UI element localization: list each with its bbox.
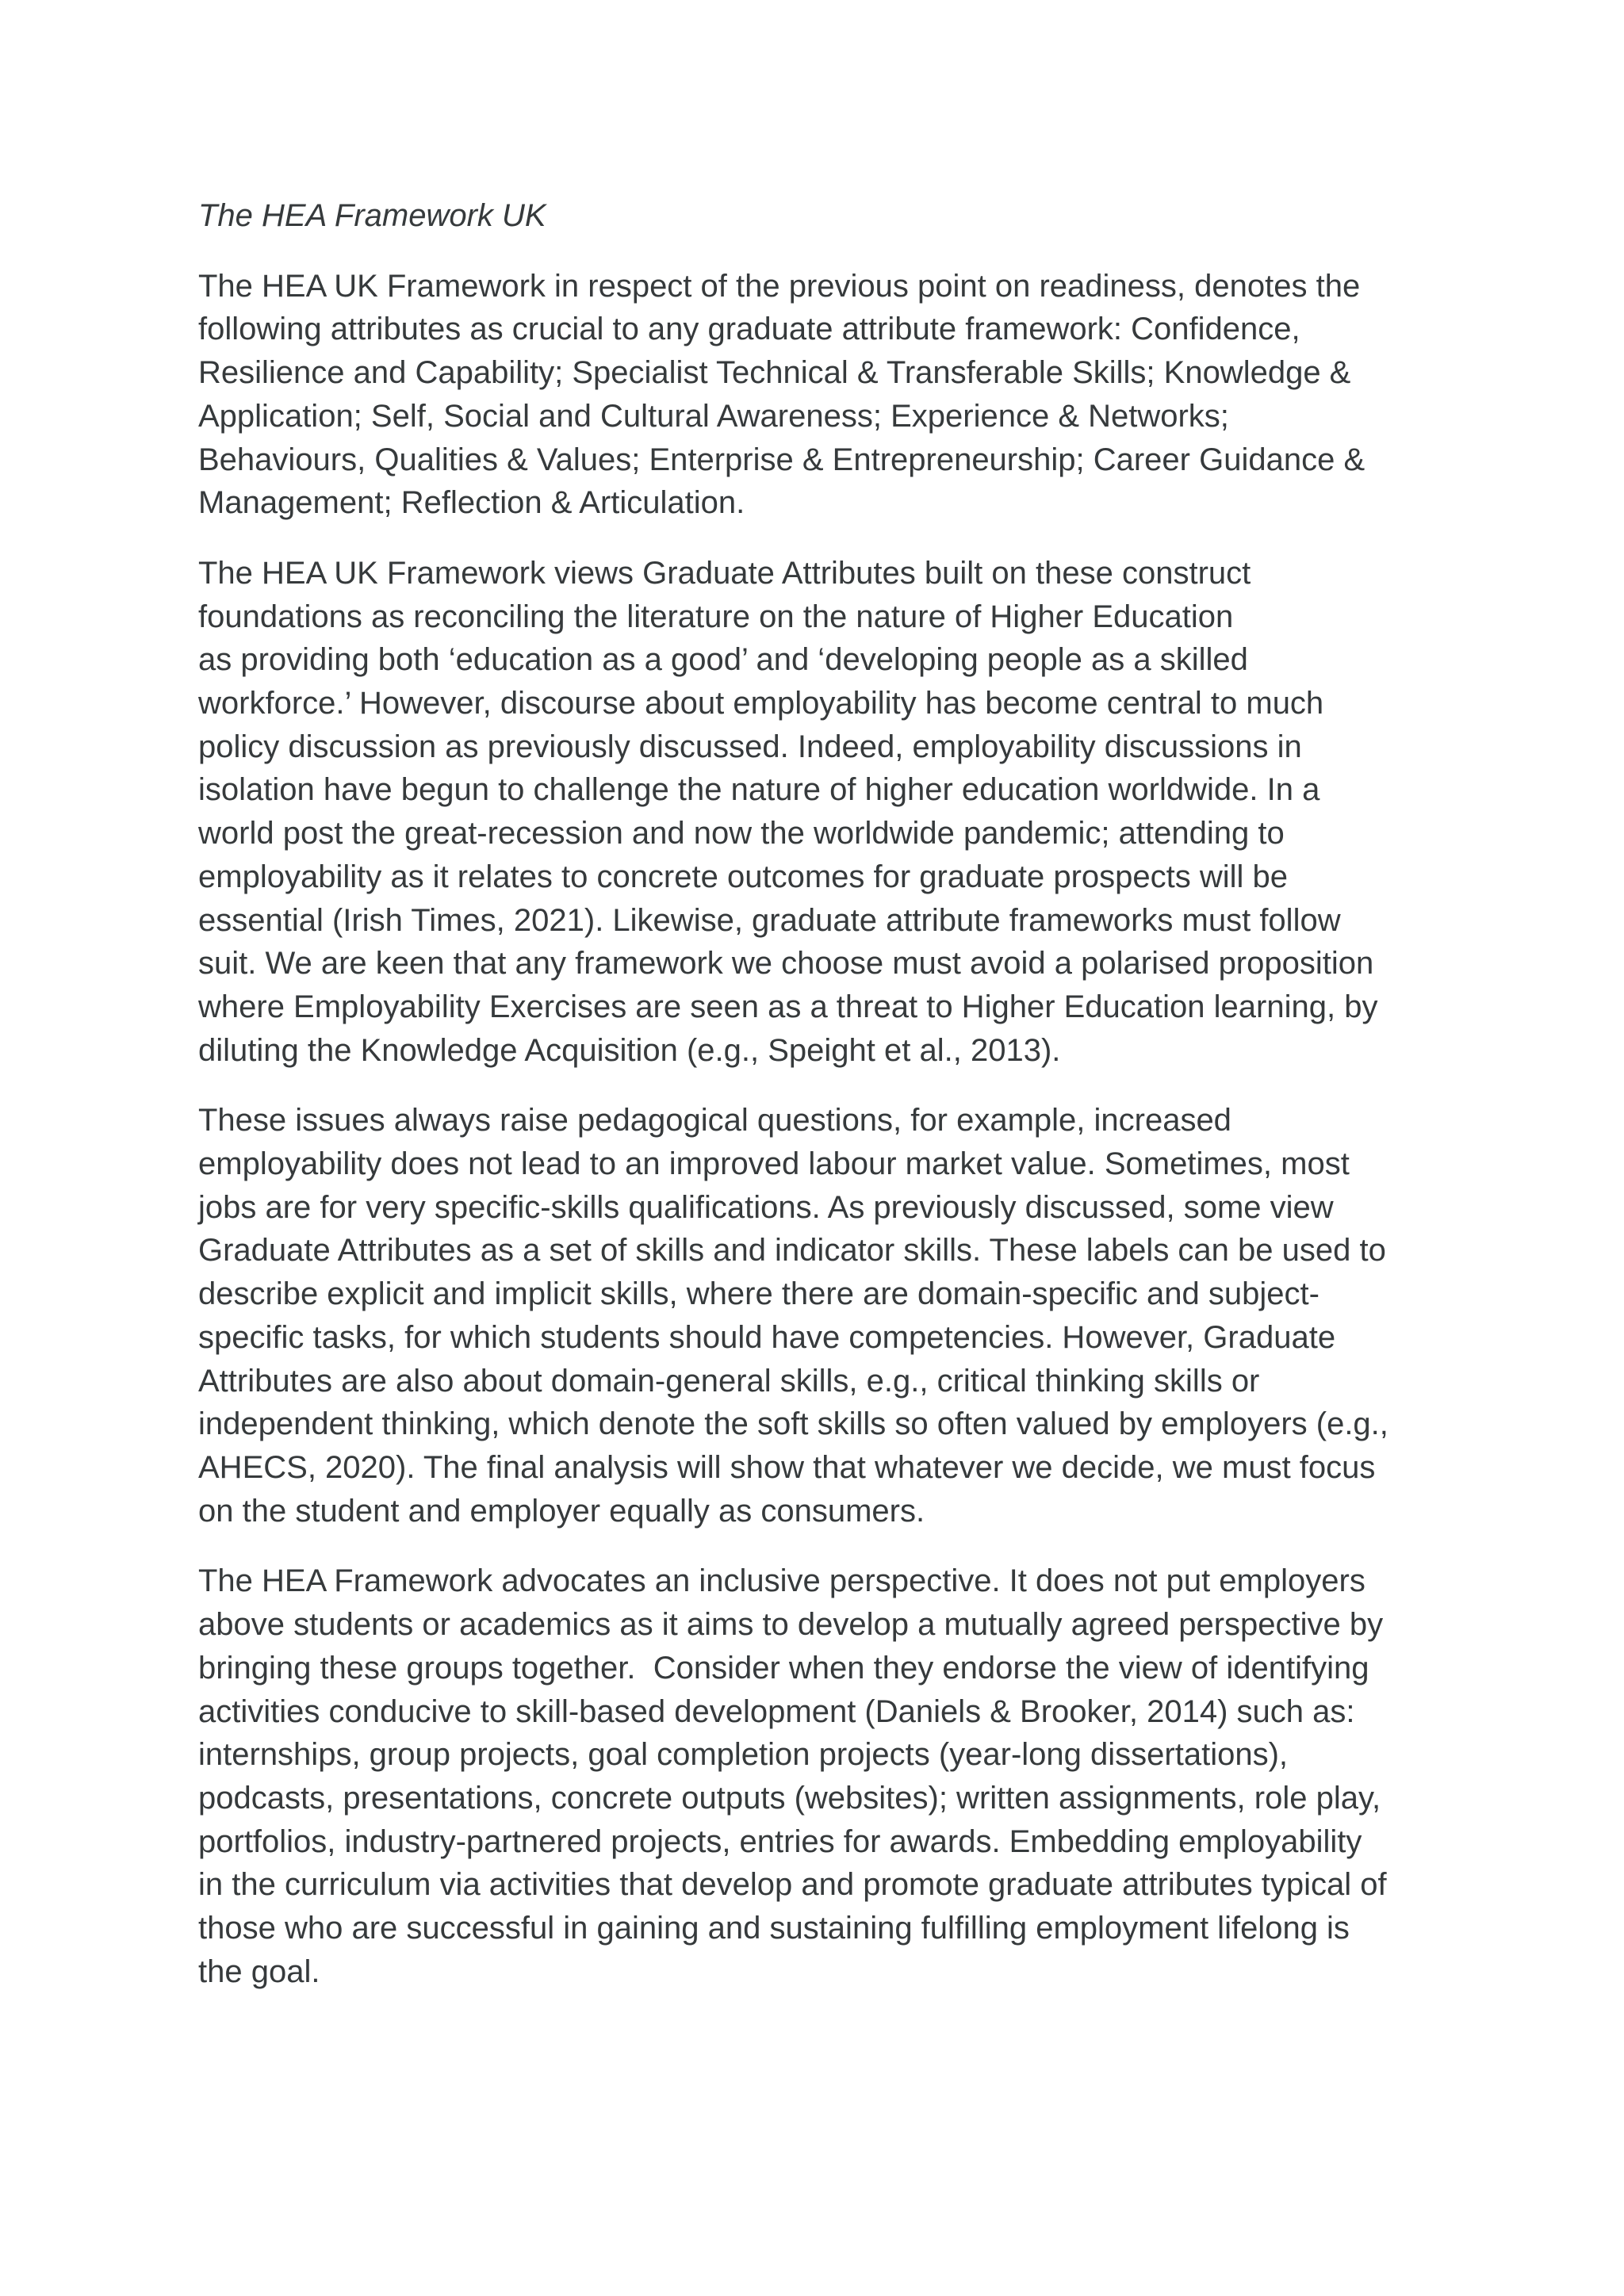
paragraph-line: where Employability Exercises are seen as a threat to Higher Education learning, by [198,989,1378,1024]
paragraph-line: isolation have begun to challenge the nature of higher education worldwide. In a [198,772,1320,808]
section-heading: The HEA Framework UK [198,198,546,233]
paragraph-line: describe explicit and implicit skills, where there are domain-specific and subject- [198,1276,1320,1312]
paragraph-line: workforce.’ However, discourse about employability has become central to much [198,686,1324,721]
paragraph-line: The HEA UK Framework views Graduate Attributes built on these construct [198,555,1251,591]
paragraph-line: world post the great-recession and now the worldwide pandemic; attending to [198,816,1285,851]
paragraph-2 [198,552,1562,1072]
paragraph-line: Resilience and Capability; Specialist Technical & Transferable Skills; Knowledge & [198,355,1351,391]
paragraph-1 [198,265,1562,525]
paragraph-line: as providing both ‘education as a good’ and ‘developing people as a skilled [198,642,1248,678]
paragraph-line: Graduate Attributes as a set of skills and indicator skills. These labels can be used to [198,1233,1386,1269]
paragraph-line: bringing these groups together. Consider when they endorse the view of identifying [198,1650,1369,1686]
paragraph-line: The HEA UK Framework in respect of the previous point on readiness, denotes the [198,268,1361,304]
paragraph-3 [198,1099,1562,1533]
paragraph-line: The HEA Framework advocates an inclusive perspective. It does not put employers [198,1563,1365,1599]
paragraph-line: Attributes are also about domain-general skills, e.g., critical thinking skills or [198,1363,1260,1399]
paragraph-line: policy discussion as previously discussed. Indeed, employability discussions in [198,729,1302,764]
paragraph-line: foundations as reconciling the literature on the nature of Higher Education [198,599,1234,634]
paragraph-line: Application; Self, Social and Cultural Awareness; Experience & Networks; [198,398,1229,434]
paragraph-line: suit. We are keen that any framework we choose must avoid a polarised proposition [198,946,1374,982]
paragraph-line: Behaviours, Qualities & Values; Enterprise & Entrepreneurship; Career Guidance & [198,442,1365,477]
body-text [198,265,1562,1994]
paragraph-line: following attributes as crucial to any graduate attribute framework: Confidence, [198,312,1300,347]
paragraph-line: the goal. [198,1954,320,1989]
paragraph-line: Management; Reflection & Articulation. [198,485,745,521]
paragraph-line: portfolios, industry-partnered projects, entries for awards. Embedding employability [198,1823,1362,1859]
paragraph-line: employability does not lead to an improved labour market value. Sometimes, most [198,1146,1350,1182]
paragraph-line: above students or academics as it aims to develop a mutually agreed perspective by [198,1607,1384,1643]
paragraph-line: AHECS, 2020). The final analysis will show that whatever we decide, we must focus [198,1449,1376,1485]
paragraph-line: on the student and employer equally as consumers. [198,1493,925,1529]
paragraph-line: essential (Irish Times, 2021). Likewise, graduate attribute frameworks must follow [198,902,1341,938]
paragraph-line: These issues always raise pedagogical questions, for example, increased [198,1103,1231,1138]
paragraph-line: diluting the Knowledge Acquisition (e.g., Speight et al., 2013). [198,1032,1061,1068]
paragraph-line: specific tasks, for which students should have competencies. However, Graduate [198,1319,1336,1355]
paragraph-line: podcasts, presentations, concrete outputs (websites); written assignments, role play, [198,1780,1381,1816]
paragraph-line: independent thinking, which denote the soft skills so often valued by employers (e.g., [198,1406,1388,1442]
paragraph-line: activities conducive to skill-based development (Daniels & Brooker, 2014) such as: [198,1693,1355,1729]
paragraph-line: internships, group projects, goal completion projects (year-long dissertations), [198,1737,1289,1773]
paragraph-line: employability as it relates to concrete outcomes for graduate prospects will be [198,859,1289,894]
paragraph-line: those who are successful in gaining and sustaining fulfilling employment lifelong is [198,1911,1350,1946]
paragraph-line: in the curriculum via activities that develop and promote graduate attributes typical of [198,1867,1387,1903]
document-page [198,194,1562,1993]
paragraph-line: jobs are for very specific-skills qualifications. As previously discussed, some view [198,1189,1334,1225]
paragraph-4 [198,1559,1562,1993]
